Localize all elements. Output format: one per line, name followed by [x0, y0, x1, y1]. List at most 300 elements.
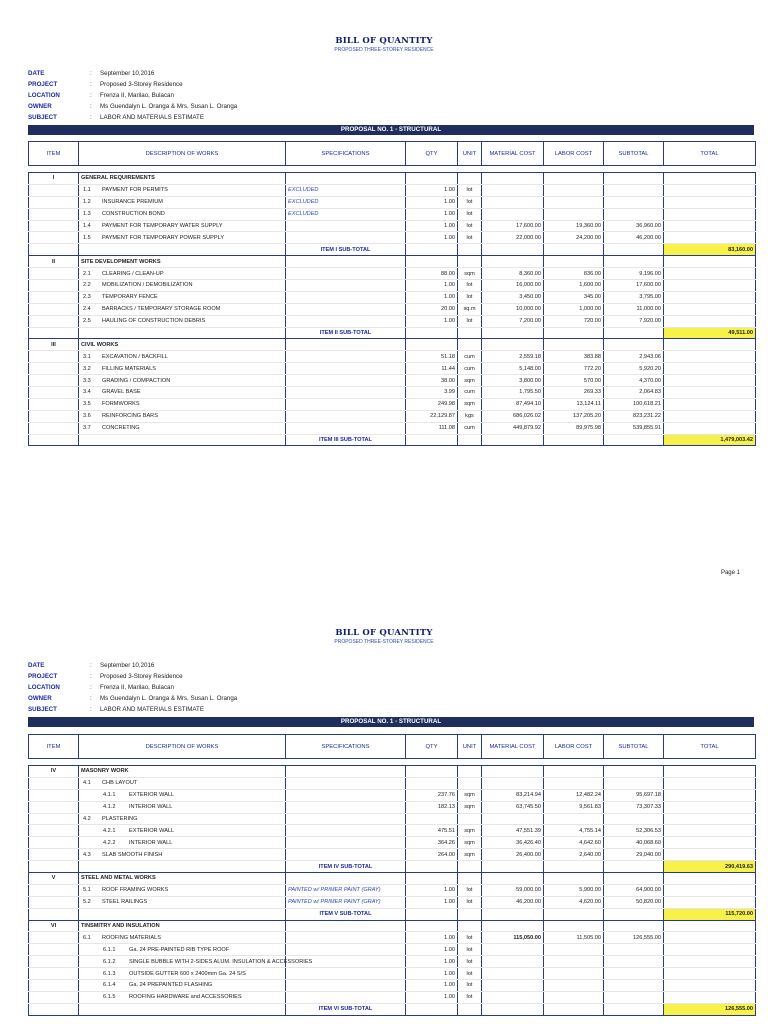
section-row [29, 173, 756, 185]
info-value: LABOR AND MATERIALS ESTIMATE [100, 114, 204, 121]
item-unit: lot [458, 184, 482, 196]
item-text: ROOFING HARDWARE and ACCESSORIES [129, 994, 242, 1001]
item-qty: 264.00 [406, 849, 458, 861]
empty-cell [79, 434, 286, 446]
item-total [664, 422, 756, 434]
column-header: QTY [406, 735, 458, 759]
item-description [79, 991, 286, 1003]
spacer-cell [544, 759, 604, 766]
empty-cell [79, 1003, 286, 1015]
item-description [79, 184, 286, 196]
item-qty: 1.00 [406, 932, 458, 944]
item-total [664, 896, 756, 908]
item-total [664, 968, 756, 980]
item-text: PAYMENT FOR PERMITS [102, 187, 168, 194]
item-qty: 364.26 [406, 837, 458, 849]
empty-cell [664, 173, 756, 185]
item-description [79, 363, 286, 375]
empty-cell [482, 873, 544, 885]
item-material-cost [482, 777, 544, 789]
section-title: TINSMITRY AND INSULATION [79, 920, 286, 932]
item-unit: sqm [458, 268, 482, 280]
item-total [664, 932, 756, 944]
empty-cell [406, 861, 458, 873]
empty-cell [544, 1003, 604, 1015]
item-total [664, 825, 756, 837]
info-row-owner [28, 101, 237, 112]
item-specification [286, 291, 406, 303]
item-text: HAULING OF CONSTRUCTION DEBRIS [102, 318, 206, 325]
item-qty: 1.00 [406, 315, 458, 327]
page-number: Page 1 [720, 570, 740, 576]
info-colon: : [90, 673, 92, 680]
item-text: EXTERIOR WALL [129, 792, 175, 799]
empty-cell [544, 327, 604, 339]
empty-cell [458, 920, 482, 932]
line-item-row [29, 363, 756, 375]
line-item-row [29, 280, 756, 292]
subtotal-label: ITEM V SUB-TOTAL [286, 908, 406, 920]
empty-cell [29, 280, 79, 292]
item-number: 3.7 [83, 425, 91, 432]
line-item-row [29, 801, 756, 813]
item-number: 4.2.2 [103, 839, 116, 846]
item-text: OUTSIDE GUTTER 600 x 2400mm Ga. 24 S/S [129, 970, 246, 977]
item-qty: 237.76 [406, 789, 458, 801]
item-description [79, 837, 286, 849]
empty-cell [482, 920, 544, 932]
proposal-banner: PROPOSAL NO. 1 - STRUCTURAL [28, 717, 754, 727]
item-specification [286, 375, 406, 387]
item-total [664, 801, 756, 813]
item-material-cost [482, 944, 544, 956]
item-total [664, 315, 756, 327]
item-text: ROOFING MATERIALS [102, 934, 161, 941]
item-description [79, 944, 286, 956]
item-material-cost [482, 196, 544, 208]
item-text: TEMPORARY FENCE [102, 294, 158, 301]
item-description [79, 932, 286, 944]
empty-cell [29, 363, 79, 375]
item-number: 3.1 [83, 353, 91, 360]
item-labor-cost: 720.00 [544, 315, 604, 327]
item-material-cost [482, 968, 544, 980]
empty-cell [29, 849, 79, 861]
empty-cell [29, 422, 79, 434]
empty-cell [604, 339, 664, 351]
item-total [664, 837, 756, 849]
item-description [79, 777, 286, 789]
info-colon: : [90, 706, 92, 713]
item-total [664, 268, 756, 280]
section-number: II [29, 256, 79, 268]
item-specification [286, 315, 406, 327]
empty-cell [664, 873, 756, 885]
boq-table [28, 734, 756, 1016]
empty-cell [458, 766, 482, 778]
item-subtotal [604, 968, 664, 980]
item-subtotal: 7,920.00 [604, 315, 664, 327]
item-number: 2.2 [83, 282, 91, 289]
item-qty: 1.00 [406, 944, 458, 956]
spacer-cell [458, 759, 482, 766]
empty-cell [458, 244, 482, 256]
item-total [664, 196, 756, 208]
empty-cell [29, 944, 79, 956]
item-material-cost: 26,400.00 [482, 849, 544, 861]
item-specification [286, 777, 406, 789]
item-number: 6.1.5 [103, 994, 116, 1001]
empty-cell [604, 1003, 664, 1015]
item-material-cost: 2,559.18 [482, 351, 544, 363]
item-number: 5.1 [83, 887, 91, 894]
line-item-row [29, 825, 756, 837]
item-text: ROOF FRAMING WORKS [102, 887, 169, 894]
empty-cell [29, 184, 79, 196]
item-material-cost: 3,800.00 [482, 375, 544, 387]
item-unit: lot [458, 884, 482, 896]
item-labor-cost: 137,205.20 [544, 410, 604, 422]
item-description [79, 291, 286, 303]
item-material-cost [482, 208, 544, 220]
item-specification [286, 363, 406, 375]
item-subtotal [604, 777, 664, 789]
spacer-cell [664, 759, 756, 766]
item-text: CHB LAYOUT [102, 780, 138, 787]
subtotal-row [29, 861, 756, 873]
empty-cell [458, 339, 482, 351]
item-text: INTERIOR WALL [129, 839, 173, 846]
empty-cell [482, 1003, 544, 1015]
item-unit: lot [458, 291, 482, 303]
item-specification [286, 387, 406, 399]
item-number: 6.1.1 [103, 946, 116, 953]
info-colon: : [90, 92, 92, 99]
line-item-row [29, 813, 756, 825]
empty-cell [406, 173, 458, 185]
item-text: Ga. 24 PREPAINTED FLASHING [129, 982, 213, 989]
item-labor-cost: 1,600.00 [544, 280, 604, 292]
item-qty: 1.00 [406, 980, 458, 992]
item-total [664, 351, 756, 363]
item-number: 4.1.1 [103, 792, 116, 799]
empty-cell [482, 256, 544, 268]
item-unit: lot [458, 968, 482, 980]
empty-cell [286, 766, 406, 778]
item-number: 4.3 [83, 851, 91, 858]
spacer-cell [458, 166, 482, 173]
section-number: I [29, 173, 79, 185]
spacer-cell [286, 166, 406, 173]
item-number: 2.5 [83, 318, 91, 325]
item-labor-cost: 4,755.14 [544, 825, 604, 837]
empty-cell [29, 968, 79, 980]
header-row [29, 735, 756, 759]
empty-cell [29, 410, 79, 422]
empty-cell [482, 434, 544, 446]
item-number: 1.2 [83, 199, 91, 206]
empty-cell [604, 908, 664, 920]
item-subtotal [604, 208, 664, 220]
info-row-location [28, 682, 237, 693]
section-title: SITE DEVELOPMENT WORKS [79, 256, 286, 268]
item-unit: lot [458, 315, 482, 327]
item-specification [286, 303, 406, 315]
line-item-row [29, 232, 756, 244]
item-description [79, 398, 286, 410]
line-item-row [29, 208, 756, 220]
empty-cell [664, 920, 756, 932]
item-subtotal: 52,306.53 [604, 825, 664, 837]
item-qty [406, 813, 458, 825]
item-subtotal: 36,960.00 [604, 220, 664, 232]
item-labor-cost: 2,640.00 [544, 849, 604, 861]
info-colon: : [90, 684, 92, 691]
empty-cell [482, 861, 544, 873]
item-description [79, 387, 286, 399]
item-material-cost: 686,026.02 [482, 410, 544, 422]
item-description [79, 208, 286, 220]
item-unit: lot [458, 956, 482, 968]
subtotal-row [29, 244, 756, 256]
item-qty: 1.00 [406, 968, 458, 980]
item-labor-cost: 1,000.00 [544, 303, 604, 315]
empty-cell [79, 861, 286, 873]
item-labor-cost [544, 980, 604, 992]
item-text: Ga. 24 PRE-PAINTED RIB TYPE ROOF [129, 946, 230, 953]
empty-cell [482, 908, 544, 920]
info-key: OWNER [28, 103, 52, 110]
item-description [79, 801, 286, 813]
spacer-cell [664, 166, 756, 173]
item-material-cost: 8,360.00 [482, 268, 544, 280]
item-description [79, 351, 286, 363]
item-labor-cost: 5,900.00 [544, 884, 604, 896]
empty-cell [29, 232, 79, 244]
item-subtotal [604, 813, 664, 825]
item-qty: 475.51 [406, 825, 458, 837]
info-row-date [28, 68, 237, 79]
item-qty: 1.00 [406, 196, 458, 208]
empty-cell [544, 244, 604, 256]
item-number: 2.3 [83, 294, 91, 301]
item-number: 6.1 [83, 934, 91, 941]
item-unit: sqm [458, 375, 482, 387]
item-material-cost: 83,214.94 [482, 789, 544, 801]
section-row [29, 766, 756, 778]
item-total [664, 789, 756, 801]
item-subtotal: 100,618.21 [604, 398, 664, 410]
subtotal-amount: 115,720.00 [664, 908, 756, 920]
item-qty: 22,129.87 [406, 410, 458, 422]
item-qty: 1.00 [406, 884, 458, 896]
info-colon: : [90, 70, 92, 77]
line-item-row [29, 884, 756, 896]
info-key: LOCATION [28, 92, 60, 99]
item-labor-cost: 4,642.60 [544, 837, 604, 849]
empty-cell [406, 920, 458, 932]
spacer-cell [29, 759, 79, 766]
item-total [664, 849, 756, 861]
item-description [79, 410, 286, 422]
item-specification: EXCLUDED [286, 184, 406, 196]
info-colon: : [90, 662, 92, 669]
item-total [664, 387, 756, 399]
empty-cell [79, 327, 286, 339]
empty-cell [544, 173, 604, 185]
subtotal-row [29, 327, 756, 339]
line-item-row [29, 849, 756, 861]
empty-cell [664, 339, 756, 351]
empty-cell [286, 920, 406, 932]
empty-cell [286, 873, 406, 885]
item-labor-cost [544, 968, 604, 980]
item-qty: 182.13 [406, 801, 458, 813]
item-number: 1.4 [83, 223, 91, 229]
item-description [79, 268, 286, 280]
subtotal-amount: 83,160.00 [664, 244, 756, 256]
item-subtotal [604, 184, 664, 196]
item-qty: 1.00 [406, 280, 458, 292]
item-subtotal [604, 956, 664, 968]
item-total [664, 991, 756, 1003]
info-row-project [28, 671, 237, 682]
info-row-location [28, 90, 237, 101]
empty-cell [482, 244, 544, 256]
item-labor-cost [544, 944, 604, 956]
item-qty: 88.00 [406, 268, 458, 280]
item-description [79, 789, 286, 801]
empty-cell [29, 375, 79, 387]
line-item-row [29, 196, 756, 208]
empty-cell [29, 1003, 79, 1015]
empty-cell [544, 434, 604, 446]
item-number: 3.4 [83, 389, 91, 396]
empty-cell [286, 339, 406, 351]
item-labor-cost: 836.00 [544, 268, 604, 280]
item-labor-cost: 19,360.00 [544, 220, 604, 232]
subtotal-label: ITEM IV SUB-TOTAL [286, 861, 406, 873]
item-text: STEEL RAILINGS [102, 899, 148, 906]
item-number: 4.2 [83, 816, 91, 822]
empty-cell [29, 956, 79, 968]
item-material-cost: 47,551.39 [482, 825, 544, 837]
item-labor-cost: 13,124.11 [544, 398, 604, 410]
spacer-cell [286, 759, 406, 766]
item-specification [286, 825, 406, 837]
empty-cell [29, 291, 79, 303]
item-text: REINFORCING BARS [102, 413, 158, 420]
item-description [79, 196, 286, 208]
empty-cell [29, 208, 79, 220]
column-header: ITEM [29, 142, 79, 166]
info-row-date [28, 660, 237, 671]
empty-cell [544, 861, 604, 873]
item-specification [286, 932, 406, 944]
empty-cell [29, 327, 79, 339]
line-item-row [29, 944, 756, 956]
column-header: SPECIFICATIONS [286, 142, 406, 166]
empty-cell [482, 173, 544, 185]
empty-cell [29, 908, 79, 920]
info-colon: : [90, 81, 92, 88]
empty-cell [604, 244, 664, 256]
item-unit: sqm [458, 789, 482, 801]
line-item-row [29, 387, 756, 399]
item-labor-cost: 89,975.98 [544, 422, 604, 434]
item-specification [286, 351, 406, 363]
document-subtitle: PROPOSED THREE-STOREY RESIDENCE [334, 639, 434, 645]
item-subtotal: 2,064.83 [604, 387, 664, 399]
spacer-cell [406, 166, 458, 173]
item-material-cost [482, 991, 544, 1003]
project-info [28, 660, 237, 715]
item-text: SINGLE BUBBLE WITH 2-SIDES ALUM. INSULATION & ACCESSORIES [129, 958, 313, 965]
empty-cell [604, 873, 664, 885]
subtotal-row [29, 434, 756, 446]
item-subtotal: 73,307.33 [604, 801, 664, 813]
subtotal-amount: 1,479,003.42 [664, 434, 756, 446]
item-number: 6.1.2 [103, 958, 116, 965]
empty-cell [29, 991, 79, 1003]
subtotal-row [29, 1003, 756, 1015]
item-material-cost: 46,200.00 [482, 896, 544, 908]
item-labor-cost: 4,620.00 [544, 896, 604, 908]
item-specification [286, 280, 406, 292]
info-value: Proposed 3-Storey Residence [100, 673, 183, 680]
column-header: LABOR COST [544, 735, 604, 759]
empty-cell [29, 303, 79, 315]
empty-cell [604, 256, 664, 268]
subtotal-label: ITEM III SUB-TOTAL [286, 434, 406, 446]
item-text: PAYMENT FOR TEMPORARY POWER SUPPLY [102, 234, 225, 241]
item-qty: 11.44 [406, 363, 458, 375]
column-header: DESCRIPTION OF WORKS [79, 735, 286, 759]
item-subtotal: 126,555.00 [604, 932, 664, 944]
item-labor-cost [544, 991, 604, 1003]
empty-cell [29, 980, 79, 992]
header-row [29, 142, 756, 166]
item-specification: EXCLUDED [286, 208, 406, 220]
line-item-row [29, 777, 756, 789]
item-description [79, 849, 286, 861]
item-qty: 3.99 [406, 387, 458, 399]
empty-cell [29, 268, 79, 280]
item-labor-cost [544, 956, 604, 968]
empty-cell [29, 801, 79, 813]
item-labor-cost: 9,561.83 [544, 801, 604, 813]
item-subtotal [604, 944, 664, 956]
item-number: 1.5 [83, 234, 91, 241]
subtotal-row [29, 908, 756, 920]
empty-cell [29, 789, 79, 801]
item-subtotal: 17,600.00 [604, 280, 664, 292]
empty-cell [458, 327, 482, 339]
item-subtotal: 5,920.20 [604, 363, 664, 375]
item-subtotal [604, 991, 664, 1003]
item-unit: lot [458, 980, 482, 992]
item-total [664, 980, 756, 992]
info-value: Ms Guendalyn L. Oranga & Mrs. Susan L. Oranga [100, 103, 238, 110]
item-total [664, 398, 756, 410]
line-item-row [29, 398, 756, 410]
item-text: PLASTERING [102, 816, 138, 822]
empty-cell [29, 434, 79, 446]
subtotal-amount: 49,511.00 [664, 327, 756, 339]
empty-cell [406, 244, 458, 256]
info-colon: : [90, 695, 92, 702]
item-qty: 1.00 [406, 991, 458, 1003]
